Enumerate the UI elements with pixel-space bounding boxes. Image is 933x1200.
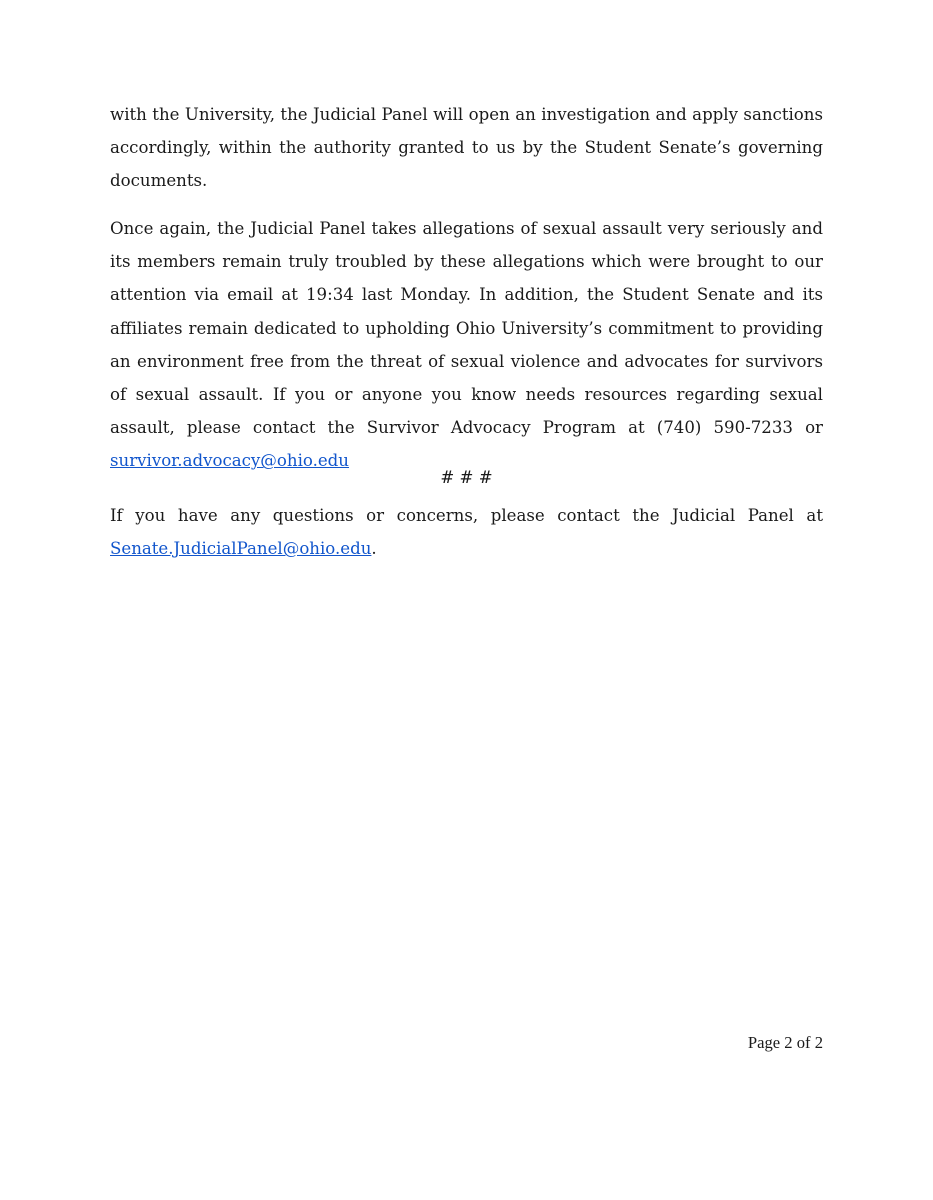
section-separator: # # # <box>440 468 493 487</box>
paragraph-contact-end: . <box>371 539 377 559</box>
paragraph-allegations <box>110 212 823 478</box>
paragraph-sanctions: with the University, the Judicial Panel will open an investigation and apply sanctions accordingly, within the authority granted to us by the Student Senate’s governing documents. <box>110 105 823 191</box>
judicial-panel-email-link[interactable]: Senate.JudicialPanel@ohio.edu <box>110 539 372 559</box>
paragraph-allegations-text: Once again, the Judicial Panel takes allegations of sexual assault very seriously and its members remain truly troubled by these allegations which were brought to our attention via email at 19:34 last Monday. In addition, the Student Senate and its affiliates remain dedicated to upholding Ohio University’s commitment to providing an environment free from the threat of sexual violence and advocates for survivors of sexual assault. If you or anyone you know needs resources regarding sexual assault, please contact the Survivor Advocacy Program at (740) 590-7233 or <box>110 219 823 438</box>
page-number: Page 2 of 2 <box>747 1033 823 1052</box>
paragraph-contact-text: If you have any questions or concerns, please contact the Judicial Panel at <box>110 506 823 525</box>
survivor-advocacy-email-link[interactable]: survivor.advocacy@ohio.edu <box>110 451 349 471</box>
paragraph-contact <box>110 499 823 565</box>
